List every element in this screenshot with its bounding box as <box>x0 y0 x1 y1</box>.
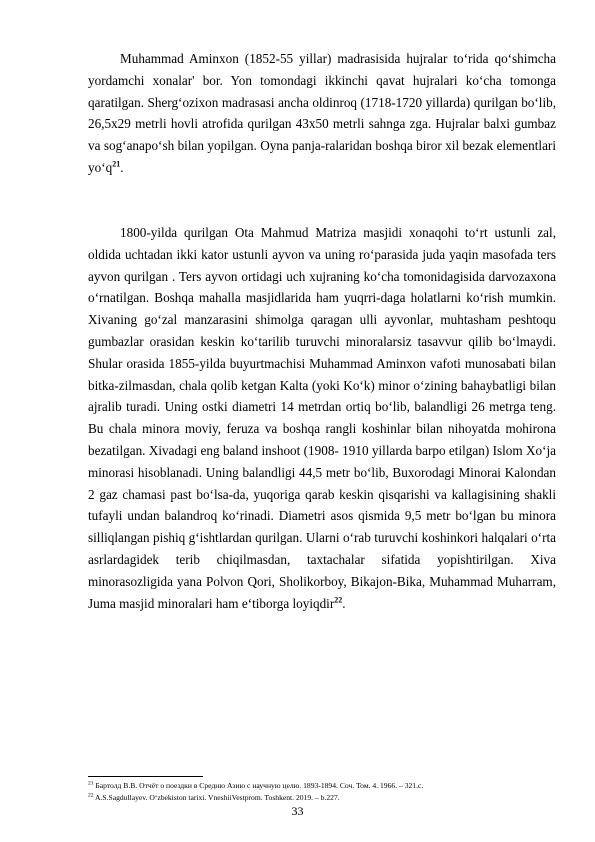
footnote-21-number: 21 <box>88 780 94 787</box>
paragraph-1 <box>88 48 556 179</box>
footnote-ref-21[interactable]: 21 <box>112 159 121 169</box>
footnote-22-number: 22 <box>88 792 94 799</box>
footnote-22 <box>88 793 558 803</box>
footnote-ref-22[interactable]: 22 <box>334 595 343 605</box>
footnote-divider <box>88 776 203 777</box>
paragraph-2-tail: . <box>342 595 346 611</box>
footnote-21 <box>88 781 558 791</box>
page-number: 33 <box>291 804 304 818</box>
paragraph-2 <box>88 222 556 614</box>
paragraph-1-tail: . <box>120 159 124 175</box>
paragraph-1-text: Muhammad Aminxon (1852-55 yillar) madrasisida hujralar to‘rida qo‘shimcha yordamchi xonalar' bor. Yon tomondagi ikkinchi qavat hujralari ko‘cha tomonga qaratilgan. Sherg‘ozixon madrasasi ancha oldinroq (1718-1720 yillarda) qurilgan bo‘lib, 26,5x29 metrli hovli atrofida qurilgan 43x50 metrli sahnga zga. Hujralar balxi gumbaz va sog‘anapo‘sh bilan yopilgan. Oyna panja-ralaridan boshqa biror xil bezak elementlari yo‘q <box>88 51 556 175</box>
footnote-21-text: Бартолд В.В. Отчёт о поездки в Средню Азию с научную целю. 1893-1894. Соч. Том. 4. 1966. – 321.с. <box>95 781 424 790</box>
paragraph-2-text: 1800-yilda qurilgan Ota Mahmud Matriza masjidi xonaqohi to‘rt ustunli zal, oldida uchtadan ikki kator ustunli ayvon va uning ro‘parasida juda yaqin masofada ters ayvon qurilgan . Ters ayvon ortidagi uch xujraning ko‘cha tomonidagisida darvozaxona o‘rnatilgan. Boshqa mahalla masjidlarida ham yuqrri-daga holatlarni ko‘rish mumkin. Xivaning go‘zal manzarasini shimolga qaragan ulli ayvonlar, muhtasham peshtoqu gumbazlar orasidan keskin ko‘tarilib turuvchi minoralarsiz tasavvur qilib bo‘lmaydi. Shular orasida 1855-yilda buyurtmachisi Muhammad Aminxon vafoti munosabati bilan bitka-zilmasdan, chala qolib ketgan Kalta (yoki Ko‘k) minor o‘zining bahaybatligi bilan ajralib turadi. Uning ostki diametri 14 metrdan ortiq bo‘lib, balandligi 26 metrga teng. Bu chala minora moviy, feruza va boshqa rangli koshinlar bilan nihoyatda mohirona bezatilgan. Xivadagi eng baland inshoot (1908- 1910 yillarda barpo etilgan) Islom Xo‘ja minorasi hisoblanadi. Uning balandligi 44,5 metr bo‘lib, Buxorodagi Minorai Kalondan 2 gaz chamasi past bo‘lsa-da, yuqoriga qarab keskin qisqarishi va kallagisining shakli tufayli undan balandroq ko‘rinadi. Diametri asos qismida 9,5 metr bo‘lgan bu minora silliqlangan pishiq g‘ishtlardan qurilgan. Ularni o‘rab turuvchi koshinkori halqalari o‘rta asrlardagidek terib chiqilmasdan, taxtachalar sifatida yopishtirilgan. Xiva minorasozligida yana Polvon Qori, Sholikorboy, Bikajon-Bika, Muhammad Muharram, Juma masjid minoralari ham e‘tiborga loyiqdir <box>88 225 556 611</box>
footnote-22-text: A.S.Sagdullayev. O‘zbekiston tarixi. VneshiiVestprom. Toshkent. 2019. – b.227. <box>94 793 340 802</box>
